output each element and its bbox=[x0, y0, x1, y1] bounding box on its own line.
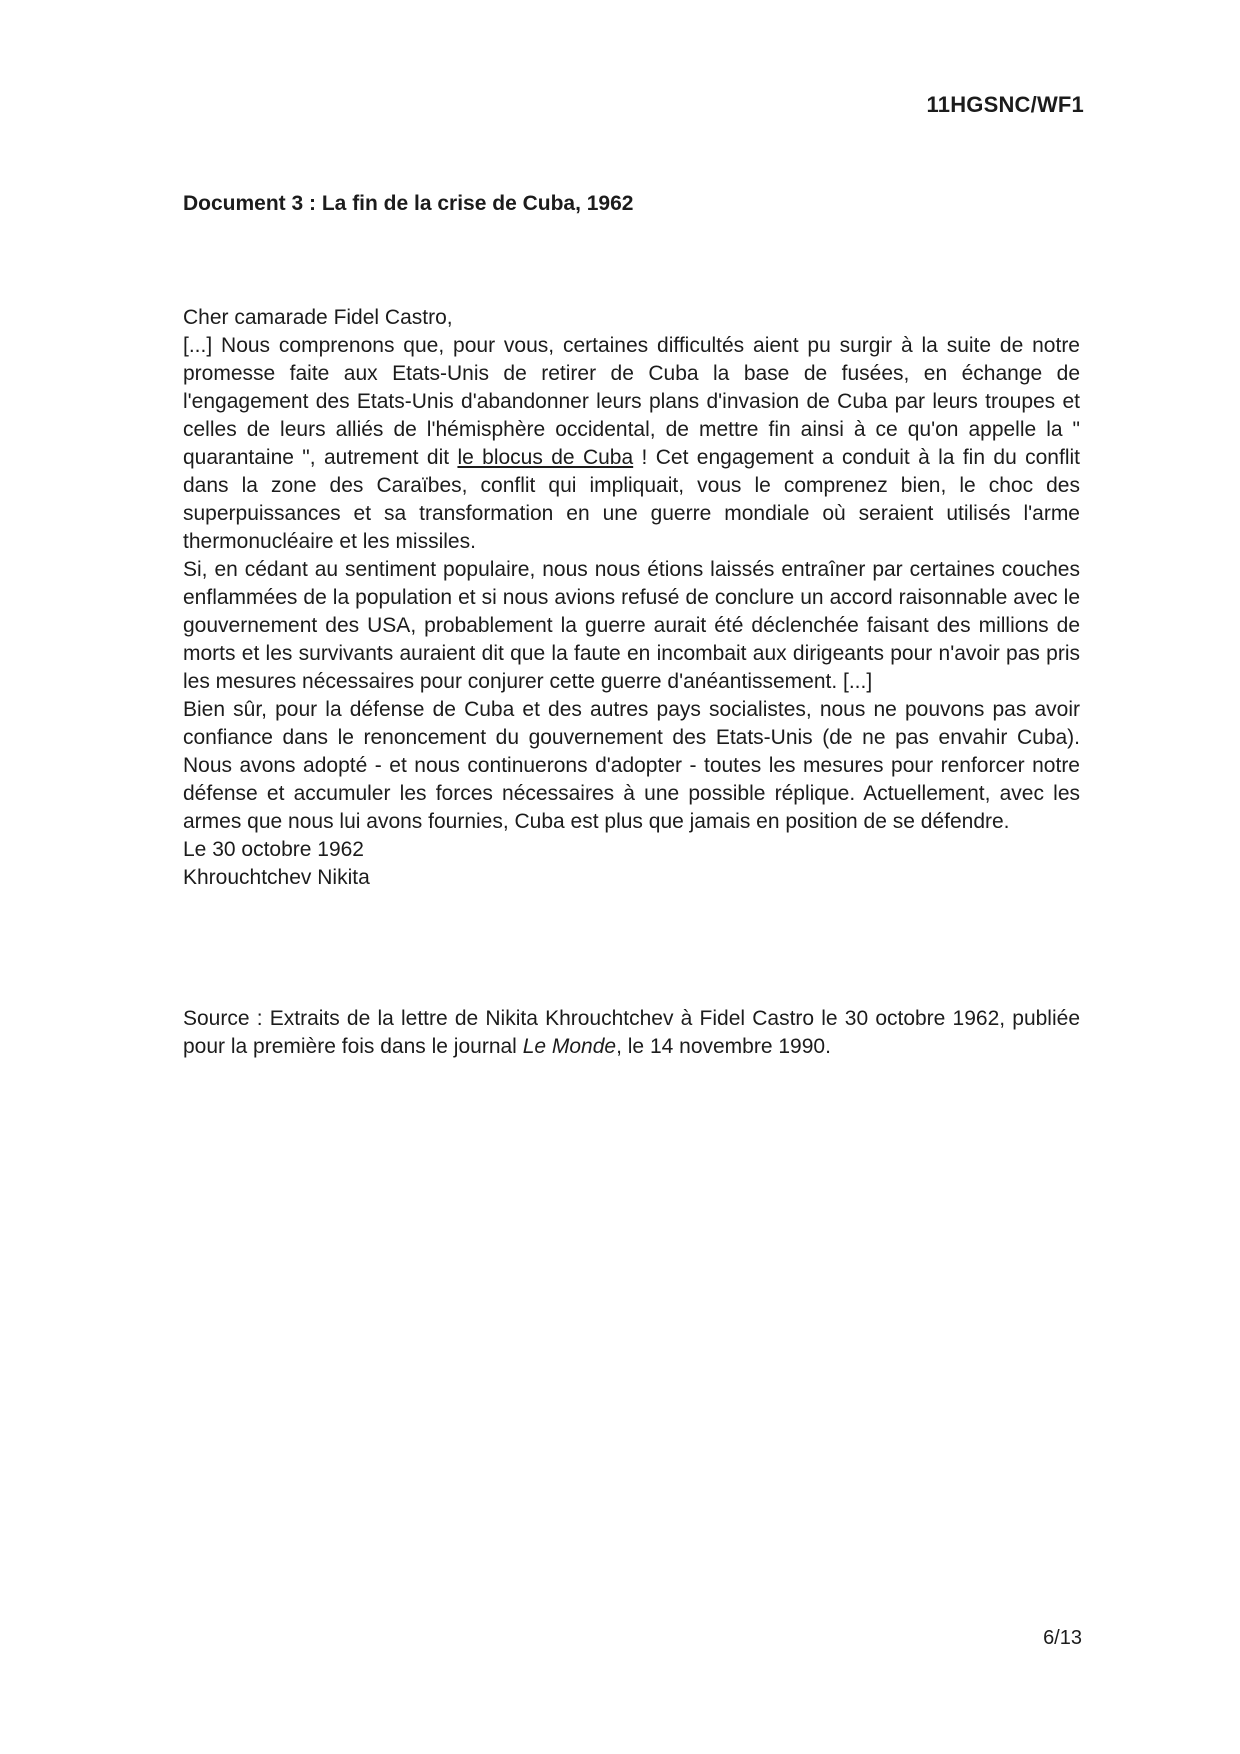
underlined-phrase: le blocus de Cuba bbox=[457, 446, 634, 469]
paragraph-1-text-end: ! Cet engagement a conduit à la fin du conflit dans la zone des Caraïbes, conflit qui impliquait, vous le comprenez bien, le choc des superpuissances et sa transformation en une guerre mondiale où seraient utilisés l'arme thermonucléaire et les missiles. bbox=[183, 446, 1080, 553]
letter-paragraph-2: Si, en cédant au sentiment populaire, nous nous étions laissés entraîner par certaines couches enflammées de la population et si nous avions refusé de conclure un accord raisonnable avec le gouvernement des USA, probablement la guerre aurait été déclenchée faisant des millions de morts et les survivants auraient dit que la faute en incombait aux dirigeants pour n'avoir pas pris les mesures nécessaires pour conjurer cette guerre d'anéantissement. [...] bbox=[183, 558, 1080, 693]
document-title: Document 3 : La fin de la crise de Cuba, 1962 bbox=[183, 192, 634, 215]
letter-body bbox=[183, 304, 1080, 892]
source-text-start: Source : Extraits de la lettre de Nikita Khrouchtchev à Fidel Castro le 30 octobre 1962, publiée pour la première fois dans le journal bbox=[183, 1007, 1080, 1058]
letter-signature: Khrouchtchev Nikita bbox=[183, 866, 370, 889]
source-citation bbox=[183, 1005, 1080, 1061]
journal-name: Le Monde bbox=[522, 1035, 617, 1058]
letter-paragraph-1 bbox=[183, 332, 1080, 556]
letter-salutation: Cher camarade Fidel Castro, bbox=[183, 306, 453, 329]
letter-paragraph-3: Bien sûr, pour la défense de Cuba et des autres pays socialistes, nous ne pouvons pas avoir confiance dans le renoncement du gouvernement des Etats-Unis (de ne pas envahir Cuba). Nous avons adopté - et nous continuerons d'adopter - toutes les mesures pour renforcer notre défense et accumuler les forces nécessaires à une possible réplique. Actuellement, avec les armes que nous lui avons fournies, Cuba est plus que jamais en position de se défendre. bbox=[183, 698, 1080, 833]
source-text-end: , le 14 novembre 1990. bbox=[616, 1035, 831, 1058]
page-number: 6/13 bbox=[1043, 1627, 1082, 1649]
letter-date: Le 30 octobre 1962 bbox=[183, 838, 364, 861]
paragraph-1-text-start: [...] Nous comprenons que, pour vous, certaines difficultés aient pu surgir à la suite de notre promesse faite aux Etats-Unis de retirer de Cuba la base de fusées, en échange de l'engagement des Etats-Unis d'abandonner leurs plans d'invasion de Cuba par leurs troupes et celles de leurs alliés de l'hémisphère occidental, de mettre fin ainsi à ce qu'on appelle la " quarantaine ", autrement dit bbox=[183, 334, 1080, 469]
document-code: 11HGSNC/WF1 bbox=[926, 92, 1084, 117]
